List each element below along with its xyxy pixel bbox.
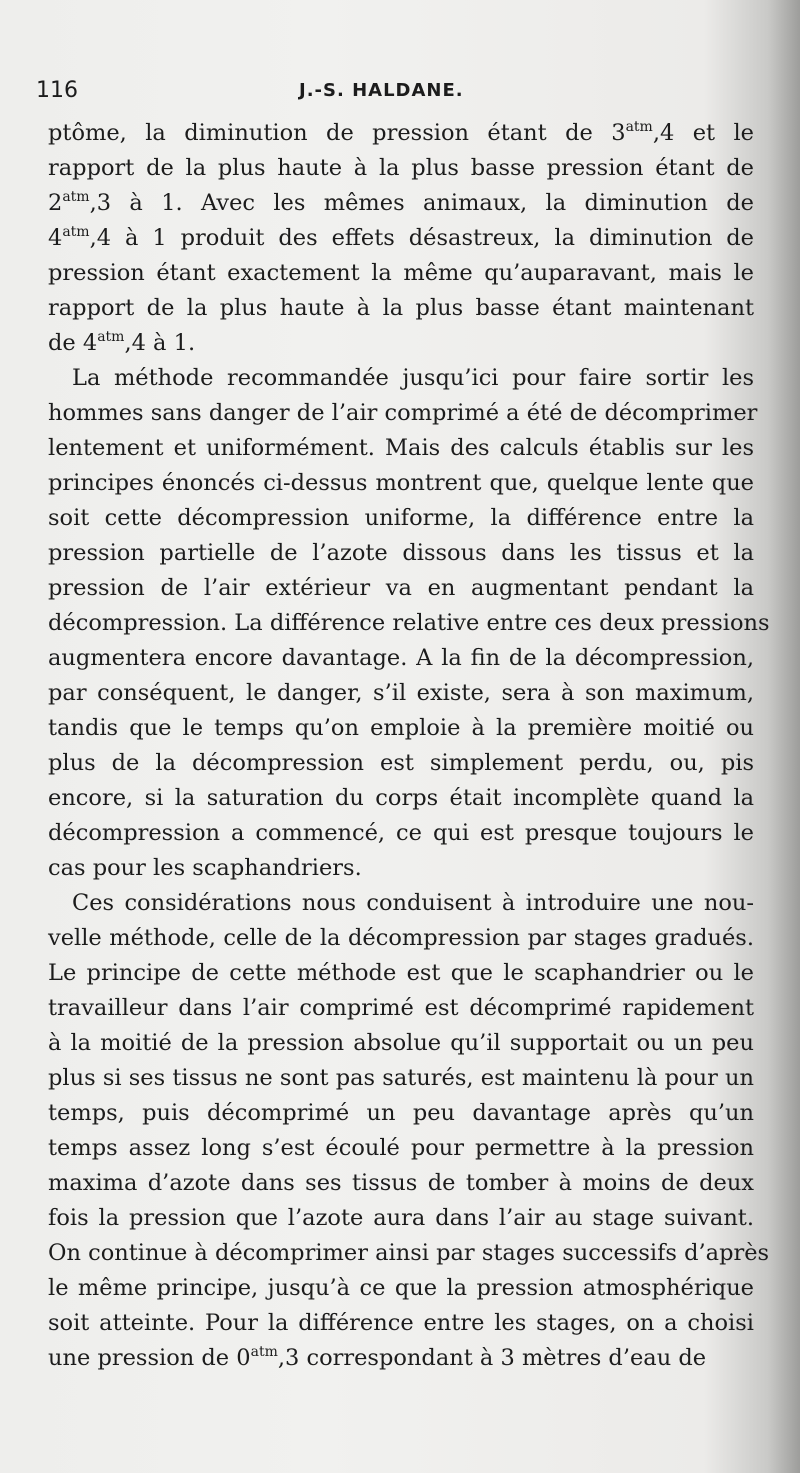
text-line [48, 1236, 770, 1271]
text-segment: soit cette décompression uniforme, la différence entre la [48, 505, 754, 531]
text-line [48, 1166, 754, 1201]
text-line [48, 221, 754, 256]
text-line [48, 501, 754, 536]
paragraph-2 [48, 361, 770, 886]
text-segment: travailleur dans l’air comprimé est décomprimé rapidement [48, 995, 754, 1021]
text-segment: ,3 à 1. Avec les mêmes animaux, la diminution de [89, 190, 754, 216]
text-line [48, 921, 754, 956]
text-segment: 2 [48, 190, 63, 216]
text-line [48, 781, 754, 816]
unit-superscript: atm [250, 1344, 278, 1360]
text-segment: 4 [48, 225, 63, 251]
text-segment: temps assez long s’est écoulé pour permettre à la pression [48, 1135, 754, 1161]
text-line [48, 886, 754, 921]
text-line [48, 1201, 754, 1236]
text-line [48, 466, 754, 501]
text-segment: maxima d’azote dans ses tissus de tomber à moins de deux [48, 1170, 754, 1196]
text-line [48, 361, 754, 396]
text-line [48, 641, 754, 676]
text-line [48, 116, 754, 151]
text-segment: principes énoncés ci-dessus montrent que, quelque lente que [48, 470, 754, 496]
text-line [48, 186, 754, 221]
text-segment: pression de l’air extérieur va en augmentant pendant la [48, 575, 754, 601]
text-segment: rapport de la plus haute à la plus basse étant maintenant [48, 295, 754, 321]
text-segment: ,4 à 1. [124, 330, 196, 356]
text-segment: ptôme, la diminution de pression étant de 3 [48, 120, 626, 146]
text-line [48, 431, 754, 466]
text-segment: plus si ses tissus ne sont pas saturés, est maintenu là pour un [48, 1065, 754, 1091]
text-line [48, 291, 754, 326]
text-line [48, 1341, 754, 1376]
text-segment: tandis que le temps qu’on emploie à la première moitié ou [48, 715, 754, 741]
text-segment: décompression a commencé, ce qui est presque toujours le [48, 820, 754, 846]
text-segment: rapport de la plus haute à la plus basse pression étant de [48, 155, 754, 181]
text-segment: par conséquent, le danger, s’il existe, sera à son maximum, [48, 680, 754, 706]
text-segment: On continue à décomprimer ainsi par stages successifs d’après [48, 1240, 770, 1266]
unit-superscript: atm [625, 119, 653, 135]
text-line [48, 606, 770, 641]
text-segment: hommes sans danger de l’air comprimé a été de décomprimer [48, 400, 758, 426]
text-segment: une pression de 0 [48, 1345, 251, 1371]
text-line [48, 1306, 754, 1341]
text-segment: à la moitié de la pression absolue qu’il supportait ou un peu [48, 1030, 754, 1056]
text-line [48, 851, 754, 886]
text-line [48, 956, 754, 991]
text-segment: pression étant exactement la même qu’auparavant, mais le [48, 260, 754, 286]
text-segment: lentement et uniformément. Mais des calculs établis sur les [48, 435, 754, 461]
text-segment: cas pour les scaphandriers. [48, 855, 362, 881]
text-segment: velle méthode, celle de la décompression par stages gradués. [48, 925, 754, 951]
text-segment: ,3 correspondant à 3 mètres d’eau de [277, 1345, 707, 1371]
text-segment: La méthode recommandée jusqu’ici pour faire sortir les [72, 365, 754, 391]
text-segment: décompression. La différence relative entre ces deux pressions [48, 610, 770, 636]
text-segment: de 4 [48, 330, 98, 356]
text-line [48, 1271, 754, 1306]
running-head-author: J.-S. HALDANE. [299, 80, 464, 101]
text-segment: encore, si la saturation du corps était incomplète quand la [48, 785, 754, 811]
text-segment: fois la pression que l’azote aura dans l’air au stage suivant. [48, 1205, 754, 1231]
text-line [48, 816, 754, 851]
text-segment: soit atteinte. Pour la différence entre les stages, on a choisi [48, 1310, 754, 1336]
unit-superscript: atm [62, 224, 90, 240]
text-line [48, 746, 754, 781]
text-segment: ,4 à 1 produit des effets désastreux, la diminution de [89, 225, 754, 251]
text-segment: pression partielle de l’azote dissous dans les tissus et la [48, 540, 754, 566]
running-head [36, 78, 736, 108]
text-line [48, 536, 754, 571]
text-line [48, 1131, 754, 1166]
text-line [48, 1096, 754, 1131]
text-line [48, 571, 754, 606]
text-line [48, 326, 754, 361]
text-line [48, 1061, 754, 1096]
text-line [48, 256, 754, 291]
text-line [48, 1026, 754, 1061]
text-line [48, 396, 758, 431]
page-number: 116 [36, 78, 78, 103]
unit-superscript: atm [62, 189, 90, 205]
text-line [48, 711, 754, 746]
text-segment: augmentera encore davantage. A la fin de la décompression, [48, 645, 754, 671]
unit-superscript: atm [97, 329, 125, 345]
text-line [48, 676, 754, 711]
text-line [48, 151, 754, 186]
paragraph-1 [48, 116, 754, 361]
text-segment: ,4 et le [652, 120, 754, 146]
body-text [48, 116, 770, 1376]
text-segment: temps, puis décomprimé un peu davantage après qu’un [48, 1100, 754, 1126]
text-segment: le même principe, jusqu’à ce que la pression atmosphérique [48, 1275, 754, 1301]
text-segment: plus de la décompression est simplement perdu, ou, pis [48, 750, 754, 776]
text-segment: Ces considérations nous conduisent à introduire une nou- [72, 890, 754, 916]
paragraph-3 [48, 886, 770, 1376]
text-segment: Le principe de cette méthode est que le scaphandrier ou le [48, 960, 754, 986]
text-line [48, 991, 754, 1026]
